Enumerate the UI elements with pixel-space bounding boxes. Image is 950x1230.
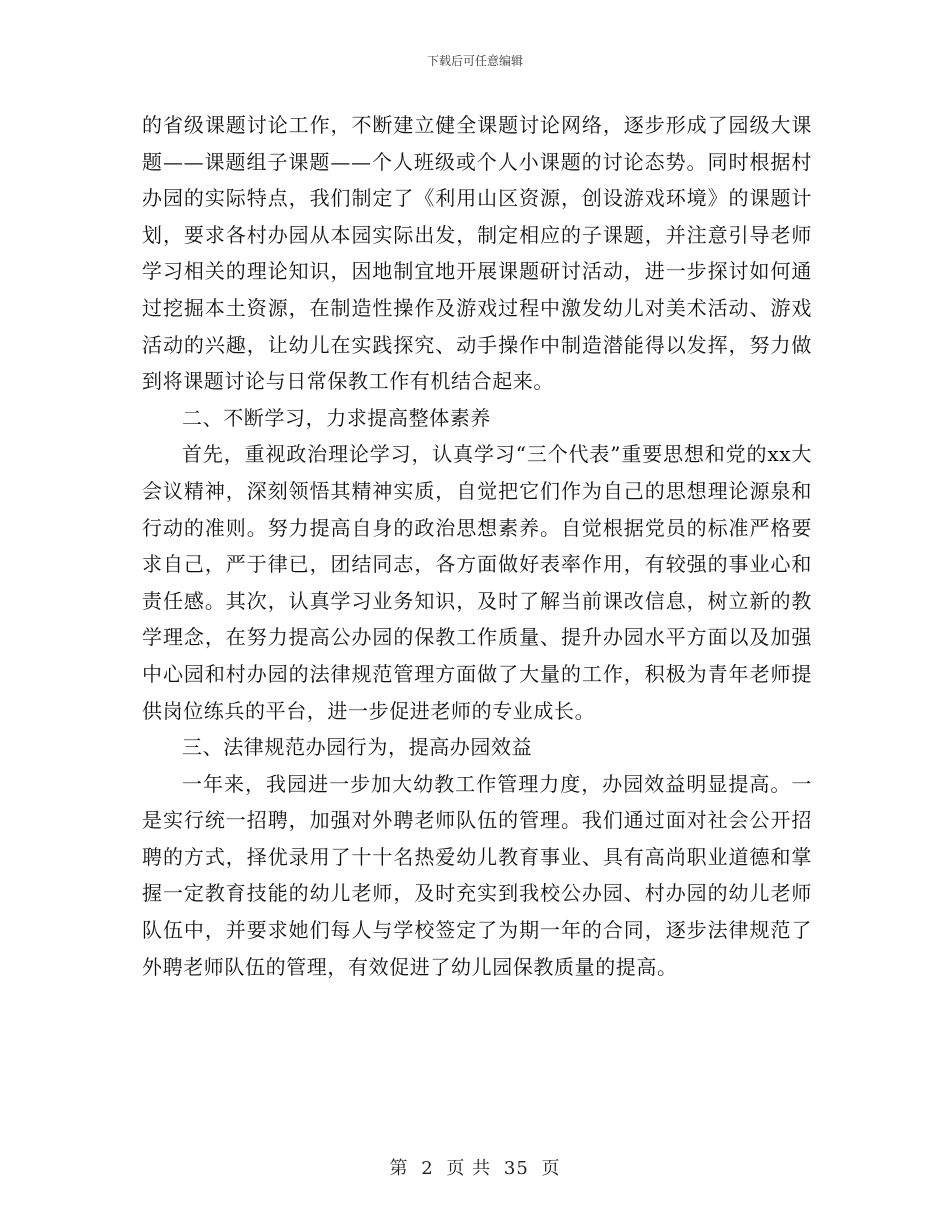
- current-page-number: 2: [421, 1158, 434, 1179]
- footer-suffix: 页: [541, 1158, 561, 1179]
- section-heading-3: 三、法律规范办园行为，提高办园效益: [182, 735, 533, 760]
- footer-middle: 页 共: [446, 1158, 492, 1179]
- body-paragraph: 一年来，我园进一步加大幼教工作管理力度，办园效益明显提高。一是实行统一招聘，加强对外聘老师队伍的管理。我们通过面对社会公开招聘的方式，择优录用了十十名热爱幼儿教育事业、具有高尚职业道德和掌握一定教育技能的幼儿老师，及时充实到我校公办园、村办园的幼儿老师队伍中，并要求她们每人与学校签定了为期一年的合同，逐步法律规范了外聘老师队伍的管理，有效促进了幼儿园保教质量的提高。: [142, 771, 812, 979]
- total-page-count: 35: [503, 1158, 529, 1179]
- footer-prefix: 第: [389, 1158, 409, 1179]
- document-body: [142, 107, 812, 985]
- body-paragraph: 的省级课题讨论工作，不断建立健全课题讨论网络，逐步形成了园级大课题——课题组子课题——个人班级或个人小课题的讨论态势。同时根据村办园的实际特点，我们制定了《利用山区资源，创设游戏环境》的课题计划，要求各村办园从本园实际出发，制定相应的子课题，并注意引导老师学习相关的理论知识，因地制宜地开展课题研讨活动，进一步探讨如何通过挖掘本土资源，在制造性操作及游戏过程中激发幼儿对美术活动、游戏活动的兴趣，让幼儿在实践探究、动手操作中制造潜能得以发挥，努力做到将课题讨论与日常保教工作有机结合起来。: [142, 113, 812, 394]
- page-footer: [0, 1154, 950, 1180]
- section-heading-2: 二、不断学习，力求提高整体素养: [182, 405, 491, 430]
- page-header: 下载后可任意编辑: [426, 54, 523, 68]
- body-paragraph: 首先，重视政治理论学习，认真学习“三个代表”重要思想和党的xx大会议精神，深刻领悟其精神实质，自觉把它们作为自己的思想理论源泉和行动的准则。努力提高自身的政治思想素养。自觉根据党员的标准严格要求自己，严于律已，团结同志，各方面做好表率作用，有较强的事业心和责任感。其次，认真学习业务知识，及时了解当前课改信息，树立新的教学理念，在努力提高公办园的保教工作质量、提升办园水平方面以及加强中心园和村办园的法律规范管理方面做了大量的工作，积极为青年老师提供岗位练兵的平台，进一步促进老师的专业成长。: [142, 442, 812, 723]
